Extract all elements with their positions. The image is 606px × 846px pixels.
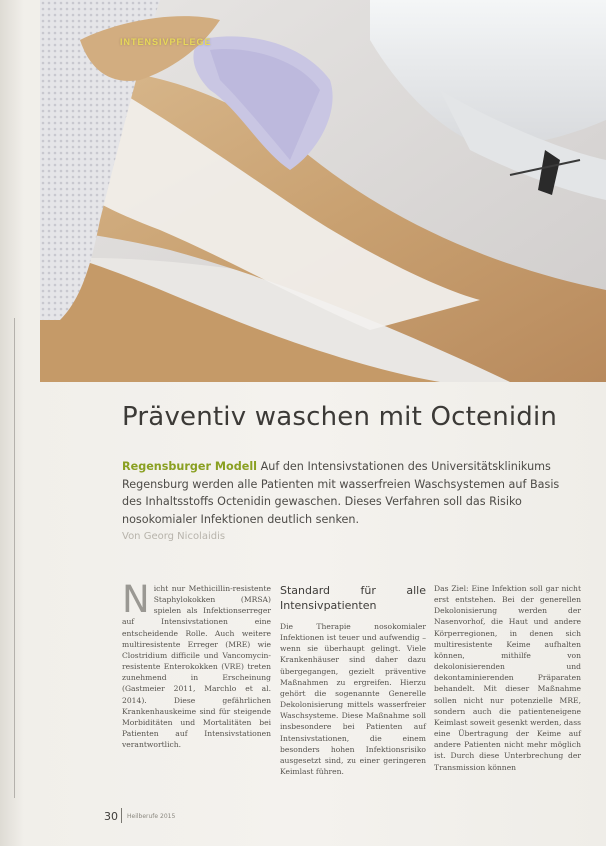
section-label: INTENSIVPFLEGE (120, 37, 212, 47)
journal-name: Heilberufe 2015 (127, 813, 176, 820)
lead-kicker: Regensburger Modell (122, 460, 258, 473)
hero-photo (40, 0, 606, 382)
article-lead (122, 458, 570, 528)
folio-divider (121, 808, 122, 823)
column-3-text: Das Ziel: Eine Infektion soll gar nicht erst entstehen. Bei der generellen Dekolonisierung werden der Nasenvorhof, die Haut und andere Körperregionen, in denen sich multiresistente Keime aufhalten können, mithilfe von dekolonisierenden und dekontaminierenden Präparaten behandelt. Mit dieser Maßnahme sollen nicht nur potenzielle MRE, sondern auch die patienteneigene Keimlast soweit gesenkt werden, dass eine Übertragung der Keime auf andere Patienten nicht mehr möglich ist. Durch diese Unterbrechung der Transmission können (434, 584, 581, 772)
column-2-subhead: Standard für alle Intensivpatienten (280, 584, 426, 612)
patient-washing-photo (40, 0, 606, 382)
text-column-1 (122, 578, 271, 750)
column-1-text: icht nur Methicillin-resistente Staphylokokken (MRSA) spielen als Infektionserreger auf Intensivstationen eine entscheidende Rolle. Auch weitere multiresistente Erreger (MRE) wie Clostridium difficile und Vancomycin-resistente Enterokokken (VRE) treten zunehmend in Erscheinung (Gastmeier 2011, Marchlo et al. 2014). Diese gefährlichen Krankenhauskeime sind für steigende Morbiditäten und Mortalitäten bei Patienten auf Intensivstationen verantwortlich. (122, 584, 271, 750)
text-column-3 (434, 583, 581, 773)
text-column-2 (280, 583, 426, 777)
byline: Von Georg Nicolaidis (122, 531, 226, 542)
scan-edge-line (14, 318, 15, 798)
lead-text: Auf den Intensivstationen des Universitätsklinikums Regensburg werden alle Patienten mit wasserfreien Waschsystemen auf Basis des Inhaltsstoffs Octenidin gewaschen. Dieses Verfahren soll das Risiko nosokomialer Infektionen deutlich senken. (122, 460, 560, 526)
drop-cap: N (122, 578, 150, 621)
article-title: Präventiv waschen mit Octenidin (122, 402, 558, 432)
page-number: 30 (104, 810, 118, 823)
column-2-text: Die Therapie nosokomialer Infektionen ist teuer und aufwendig – wenn sie überhaupt gelingt. Viele Krankenhäuser sind daher dazu übergegangen, gezielt präventive Maßnahmen zu ergreifen. Hierzu gehört die sogenannte Generelle Dekolonisierung mittels wasserfreier Waschsysteme. Diese Maßnahme soll insbesondere bei Patienten auf Intensivstationen, die einem besonders hohen Infektionsrisiko ausgesetzt sind, zu einer geringeren Keimlast führen. (280, 622, 426, 777)
